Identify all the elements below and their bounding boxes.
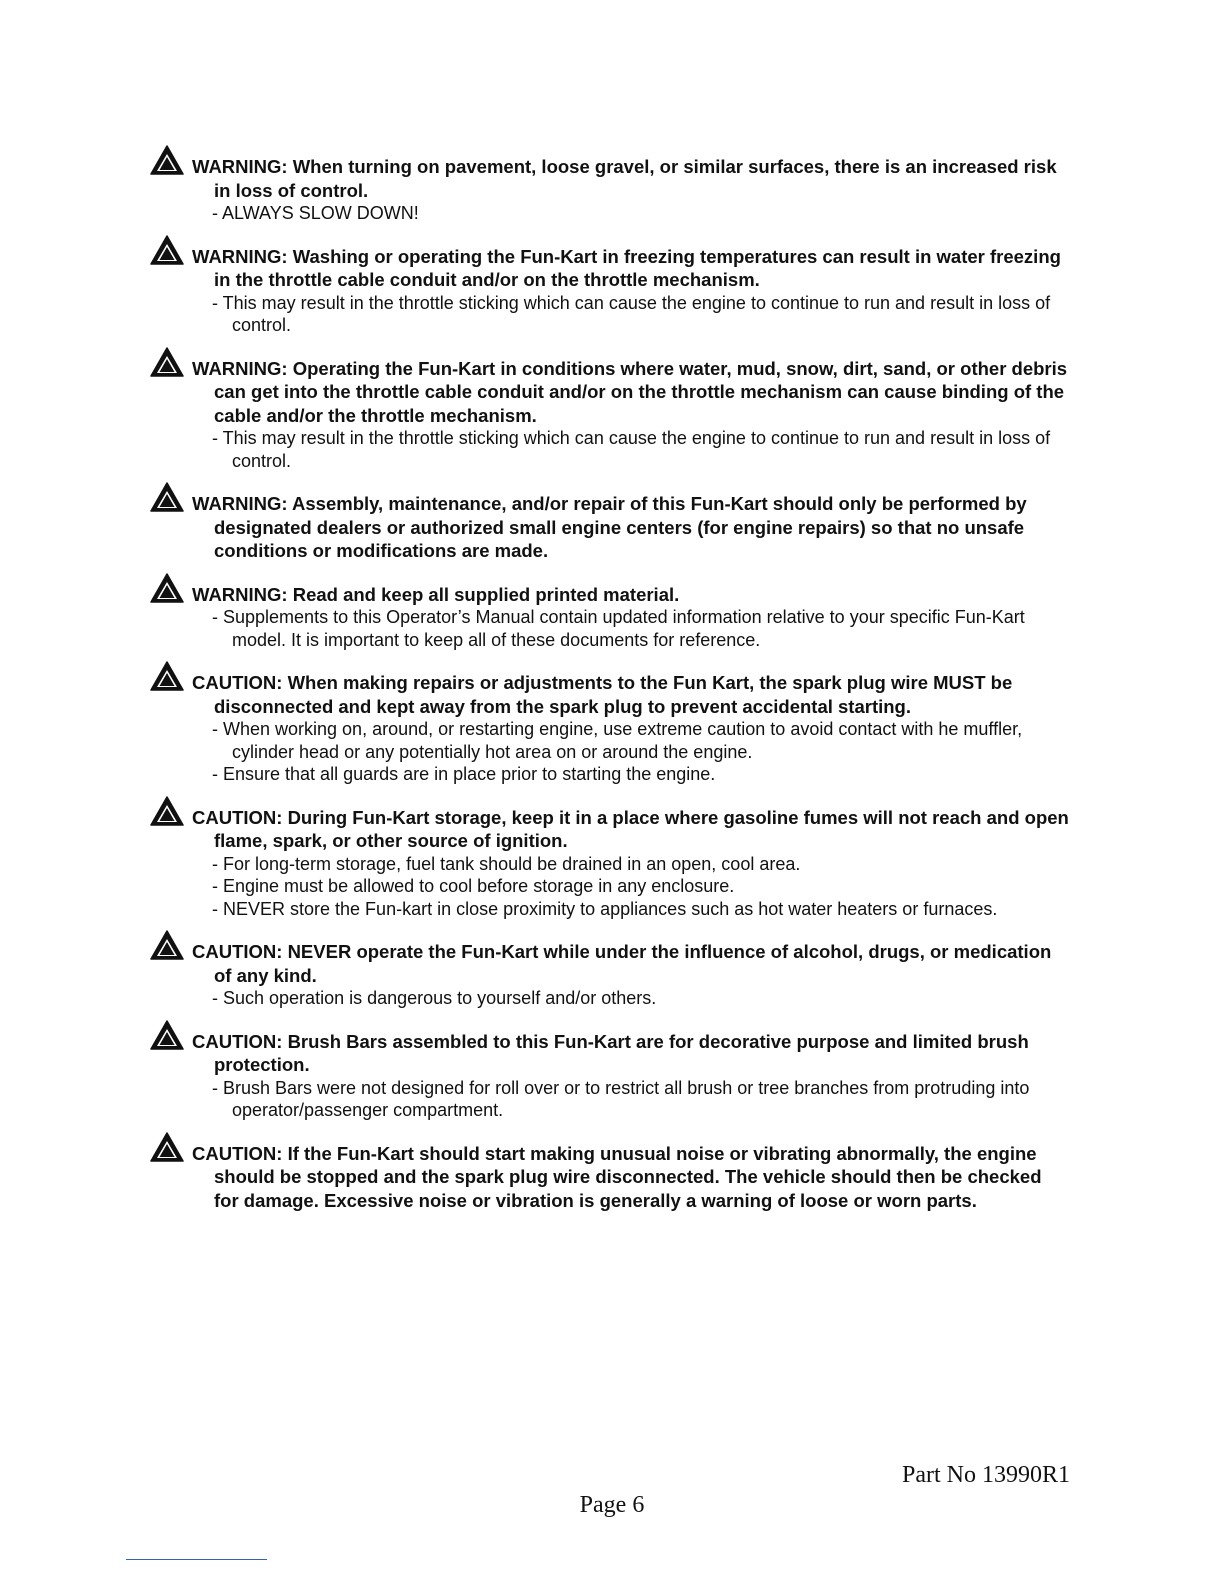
notice-heading: WARNING: Read and keep all supplied printed material.: [192, 583, 680, 605]
notice-heading: CAUTION: Brush Bars assembled to this Fun-Kart are for decorative purpose and limited brush protection.: [192, 1030, 1029, 1075]
page-number: Page 6: [579, 1492, 645, 1518]
safety-notice: [150, 940, 1070, 1010]
notice-details: [192, 987, 1070, 1010]
warning-triangle-icon: [150, 1132, 184, 1162]
notice-details: [192, 427, 1070, 472]
warning-triangle-icon: [150, 235, 184, 265]
notice-heading: WARNING: Operating the Fun-Kart in conditions where water, mud, snow, dirt, sand, or other debris can get into the throttle cable conduit and/or on the throttle mechanism can cause binding of the cable and/or the throttle mechanism.: [192, 357, 1068, 426]
safety-notice: [150, 583, 1070, 652]
notice-details: [192, 1077, 1070, 1122]
warning-triangle-icon: [150, 347, 184, 377]
safety-notice: [150, 671, 1070, 786]
safety-notice: [150, 245, 1070, 337]
notice-heading: CAUTION: During Fun-Kart storage, keep it in a place where gasoline fumes will not reach and open flame, spark, or other source of ignition.: [192, 806, 1069, 851]
notice-heading: CAUTION: If the Fun-Kart should start making unusual noise or vibrating abnormally, the engine should be stopped and the spark plug wire disconnected. The vehicle should then be checked for damage. Excessive noise or vibration is generally a warning of loose or worn parts.: [192, 1142, 1042, 1211]
notice-details: [192, 606, 1070, 651]
footnote-rule: [126, 1559, 267, 1560]
safety-notices-list: [150, 155, 1070, 1232]
notice-detail-item: - Supplements to this Operator’s Manual contain updated information relative to your specific Fun-Kart model. It is important to keep all of these documents for reference.: [192, 606, 1070, 651]
notice-heading: CAUTION: When making repairs or adjustments to the Fun Kart, the spark plug wire MUST be disconnected and kept away from the spark plug to prevent accidental starting.: [192, 672, 1013, 717]
warning-triangle-icon: [150, 1020, 184, 1050]
notice-details: [192, 853, 1070, 921]
notice-details: [192, 718, 1070, 786]
notice-detail-item: - Ensure that all guards are in place prior to starting the engine.: [192, 763, 1070, 786]
safety-notice: [150, 155, 1070, 225]
warning-triangle-icon: [150, 573, 184, 603]
notice-heading: CAUTION: NEVER operate the Fun-Kart while under the influence of alcohol, drugs, or medication of any kind.: [192, 941, 1052, 986]
notice-detail-item: - ALWAYS SLOW DOWN!: [192, 202, 1070, 225]
notice-detail-item: - Such operation is dangerous to yourself and/or others.: [192, 987, 1070, 1010]
notice-details: [192, 292, 1070, 337]
warning-triangle-icon: [150, 930, 184, 960]
warning-triangle-icon: [150, 145, 184, 175]
notice-heading: WARNING: Assembly, maintenance, and/or repair of this Fun-Kart should only be performed by designated dealers or authorized small engine centers (for engine repairs) so that no unsafe conditions or modifications are made.: [192, 493, 1027, 561]
safety-notice: [150, 1030, 1070, 1122]
notice-heading: WARNING: When turning on pavement, loose gravel, or similar surfaces, there is an increased risk in loss of control.: [192, 156, 1057, 201]
notice-detail-item: - Brush Bars were not designed for roll over or to restrict all brush or tree branches from protruding into operator/passenger compartment.: [192, 1077, 1070, 1122]
part-number: Part No 13990R1: [902, 1462, 1070, 1488]
warning-triangle-icon: [150, 482, 184, 512]
notice-detail-item: - Engine must be allowed to cool before storage in any enclosure.: [192, 875, 1070, 898]
safety-notice: [150, 492, 1070, 563]
notice-detail-item: - This may result in the throttle sticking which can cause the engine to continue to run and result in loss of control.: [192, 427, 1070, 472]
notice-detail-item: - For long-term storage, fuel tank should be drained in an open, cool area.: [192, 853, 1070, 876]
safety-notice: [150, 806, 1070, 921]
safety-notice: [150, 1142, 1070, 1213]
notice-heading: WARNING: Washing or operating the Fun-Kart in freezing temperatures can result in water freezing in the throttle cable conduit and/or on the throttle mechanism.: [192, 245, 1061, 290]
notice-details: [192, 202, 1070, 225]
warning-triangle-icon: [150, 796, 184, 826]
notice-detail-item: - When working on, around, or restarting engine, use extreme caution to avoid contact with he muffler, cylinder head or any potentially hot area on or around the engine.: [192, 718, 1070, 763]
notice-detail-item: - NEVER store the Fun-kart in close proximity to appliances such as hot water heaters or furnaces.: [192, 898, 1070, 921]
notice-detail-item: - This may result in the throttle sticking which can cause the engine to continue to run and result in loss of control.: [192, 292, 1070, 337]
warning-triangle-icon: [150, 661, 184, 691]
safety-notice: [150, 357, 1070, 473]
